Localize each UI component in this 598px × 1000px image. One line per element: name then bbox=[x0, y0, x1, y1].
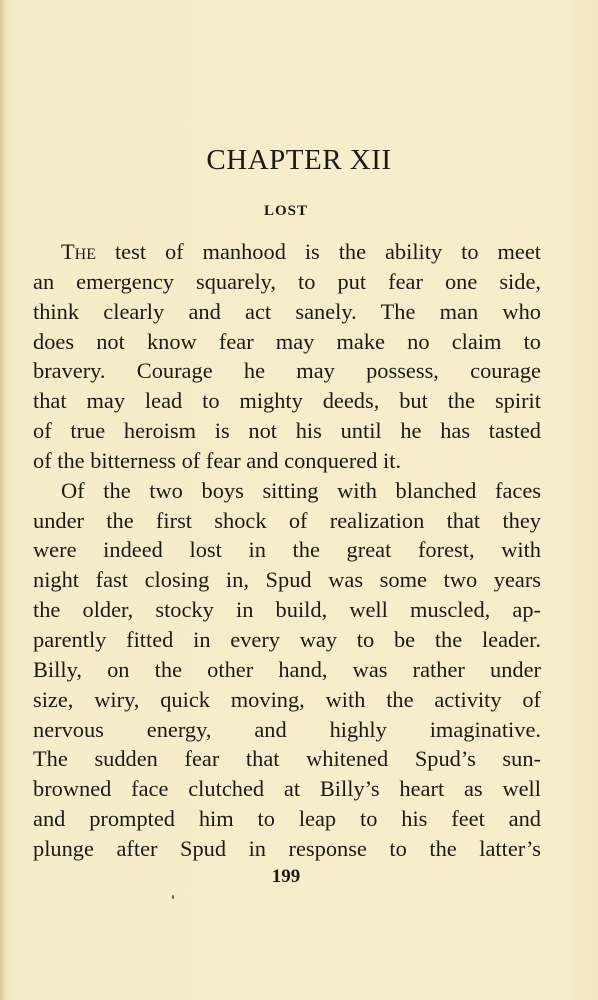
paragraph-line: night fast closing in, Spud was some two years bbox=[33, 567, 541, 593]
paragraph-line: were indeed lost in the great forest, with bbox=[33, 537, 541, 563]
paragraph-line: of true heroism is not his until he has tasted bbox=[33, 418, 541, 444]
ink-speck bbox=[172, 895, 174, 899]
paragraph-line: The sudden fear that whitened Spud’s sun- bbox=[33, 746, 541, 772]
paragraph-line: browned face clutched at Billy’s heart as well bbox=[33, 776, 541, 802]
paragraph-line: plunge after Spud in response to the latter’s bbox=[33, 835, 541, 861]
paragraph-line: size, wiry, quick moving, with the activity of bbox=[33, 686, 541, 712]
paragraph-line: the older, stocky in build, well muscled, ap- bbox=[33, 597, 541, 623]
paragraph-line: does not know fear may make no claim to bbox=[33, 328, 541, 354]
paragraph-line: under the first shock of realization that they bbox=[33, 507, 541, 533]
paragraph-line: that may lead to mighty deeds, but the spirit bbox=[33, 388, 541, 414]
paragraph-line: and prompted him to leap to his feet and bbox=[33, 806, 541, 832]
chapter-title: CHAPTER XII bbox=[206, 144, 392, 176]
lead-word: The bbox=[61, 239, 97, 264]
paragraph-line: nervous energy, and highly imaginative. bbox=[33, 716, 541, 742]
paragraph-line: parently fitted in every way to be the leader. bbox=[33, 626, 541, 652]
chapter-subtitle: LOST bbox=[263, 203, 309, 219]
paragraph-line: The test of manhood is the ability to meet bbox=[61, 239, 541, 264]
paragraph-line: of the bitterness of fear and conquered it. bbox=[33, 447, 402, 473]
paragraph-line: Billy, on the other hand, was rather under bbox=[33, 656, 541, 682]
paragraph-line: an emergency squarely, to put fear one side, bbox=[33, 268, 541, 294]
paragraph-line: think clearly and act sanely. The man who bbox=[33, 298, 541, 324]
paragraph-line: Of the two boys sitting with blanched faces bbox=[61, 477, 541, 503]
chapter-body bbox=[33, 237, 541, 864]
paragraph-line: bravery. Courage he may possess, courage bbox=[33, 358, 541, 384]
page-number: 199 bbox=[271, 866, 301, 887]
